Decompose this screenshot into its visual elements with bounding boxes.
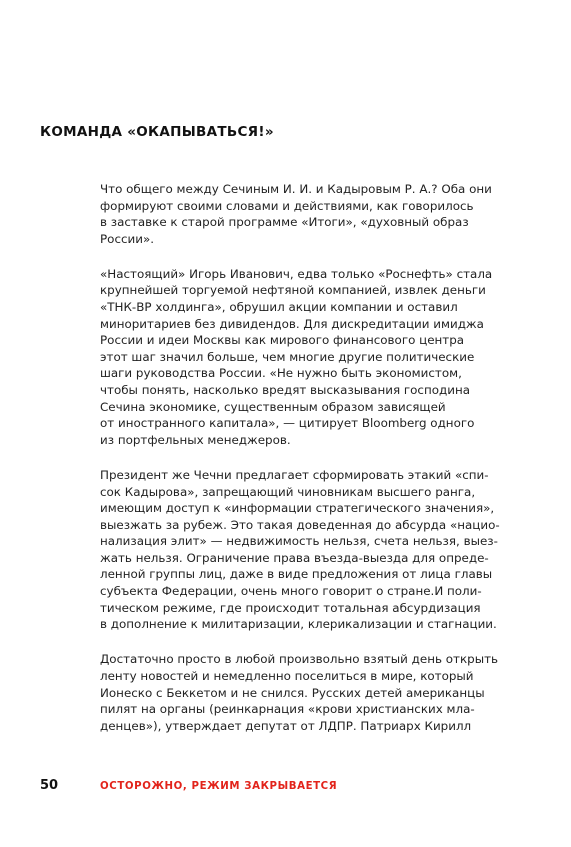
text-line: Сечина экономике, существенным образом зависящей (100, 399, 446, 414)
text-line: от иностранного капитала», — цитирует Bloomberg одного (100, 416, 475, 431)
text-line: «Настоящий» Игорь Иванович, едва только «Роснефть» стала (100, 266, 493, 281)
text-line: пилят на органы (реинкарнация «крови христианских мла- (100, 702, 475, 717)
text-line: Президент же Чечни предлагает сформировать этакий «спи- (100, 467, 489, 482)
text-line: выезжать за рубеж. Это такая доведенная до абсурда «нацио- (100, 517, 500, 532)
text-line: нализация элит» — недвижимость нельзя, счета нельзя, выез- (100, 534, 498, 549)
text-line: из портфельных менеджеров. (100, 432, 291, 447)
paragraph (100, 651, 499, 734)
text-line: в заставке к старой программе «Итоги», «духовный образ (100, 215, 469, 230)
running-title: ОСТОРОЖНО, РЕЖИМ ЗАКРЫВАЕТСЯ (100, 781, 338, 792)
text-line: ленной группы лиц, даже в виде предложения от лица главы (100, 567, 493, 582)
text-line: Что общего между Сечиным И. И. и Кадыровым Р. А.? Оба они (100, 182, 492, 196)
text-line: денцев»), утверждает депутат от ЛДПР. Патриарх Кирилл (100, 718, 472, 733)
text-line: Достаточно просто в любой произвольно взятый день открыть (100, 652, 499, 667)
text-line: сок Кадырова», запрещающий чиновникам высшего ранга, (100, 484, 476, 499)
text-line: крупнейшей торгуемой нефтяной компанией, извлек деньги (100, 283, 486, 298)
paragraph (100, 467, 500, 633)
paragraph (100, 266, 495, 449)
text-line: чтобы понять, насколько вредят высказывания господина (100, 383, 471, 398)
text-line: тическом режиме, где происходит тотальная абсурдизация (100, 600, 481, 615)
paragraph (100, 181, 495, 247)
text-line: России». (100, 231, 155, 246)
text-line: жать нельзя. Ограничение права въезда-выезда для опреде- (100, 550, 489, 565)
text-line: России и идеи Москвы как мирового финансового центра (100, 333, 465, 348)
text-line: имеющим доступ к «информации стратегического значения», (100, 501, 495, 516)
chapter-heading: КОМАНДА «ОКАПЫВАТЬСЯ!» (40, 124, 274, 140)
text-line: ленту новостей и немедленно поселиться в мире, который (100, 668, 474, 683)
page-number: 50 (40, 778, 59, 793)
body-text (100, 181, 500, 753)
text-line: шаги руководства России. «Не нужно быть экономистом, (100, 366, 462, 381)
text-line: этот шаг значил больше, чем многие другие политические (100, 349, 475, 364)
text-line: субъекта Федерации, очень много говорит о стране.И поли- (100, 584, 482, 599)
text-line: миноритариев без дивидендов. Для дискредитации имиджа (100, 316, 484, 331)
text-line: формируют своими словами и действиями, как говорилось (100, 198, 474, 213)
page-footer (40, 778, 337, 793)
text-line: Ионеско с Беккетом и не снился. Русских детей американцы (100, 685, 485, 700)
text-line: в дополнение к милитаризации, клерикализации и стагнации. (100, 617, 497, 632)
text-line: «ТНК-ВР холдинга», обрушил акции компании и оставил (100, 300, 458, 315)
